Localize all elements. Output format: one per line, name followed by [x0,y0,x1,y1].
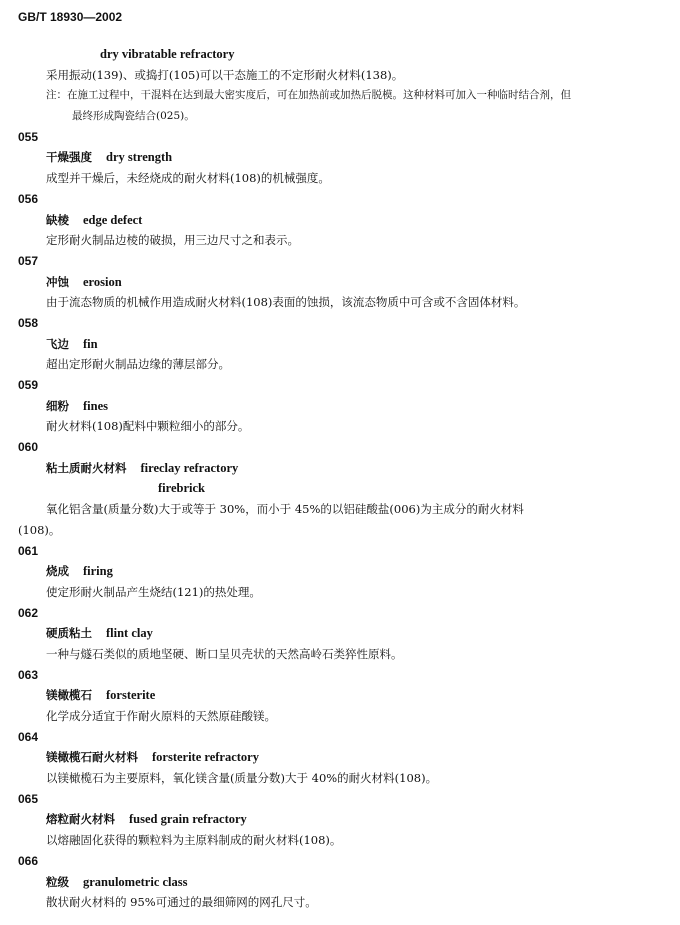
term [18,872,663,893]
term [18,747,663,768]
glossary-entries [18,44,663,913]
definition: 散状耐火材料的 95%可通过的最细筛网的网孔尺寸。 [46,895,317,910]
term-zh: 粒级 [46,874,69,889]
entry-number: 060 [18,440,39,455]
term [18,210,663,231]
term-en: forsterite [106,688,156,703]
entry-number: 062 [18,605,39,620]
term [18,685,663,706]
definition: 使定形耐火制品产生烧结(121)的热处理。 [46,584,261,599]
term-zh: 干燥强度 [46,150,92,165]
term [18,272,663,293]
term [18,147,663,168]
term-zh: 熔粒耐火材料 [46,812,115,827]
term-zh: 镁橄榄石 [46,688,92,703]
entry-number: 059 [18,378,39,392]
standard-code: GB/T 18930—2002 [18,10,123,24]
entry-number: 056 [18,191,39,206]
entry-number: 066 [18,853,39,868]
definition: 由于流态物质的机械作用造成耐火材料(108)表面的蚀损，该流态物质中可含或不含固体材料。 [46,295,526,310]
term-en: fines [83,398,108,413]
definition: 化学成分适宜于作耐火原料的天然原硅酸镁。 [46,709,276,723]
definition: 一种与燧石类似的质地坚硬、断口呈贝壳状的天然高岭石类猝性原料。 [46,646,403,661]
alt-term: dry vibratable refractory [100,47,235,61]
term [18,334,663,355]
term-zh: 粘土质耐火材料 [46,460,127,475]
term-en: erosion [83,274,122,289]
definition: 超出定形耐火制品边缘的薄层部分。 [46,357,230,372]
definition: 耐火材料(108)配料中颗粒细小的部分。 [46,419,250,434]
definition: 成型并干燥后，未经烧成的耐火材料(108)的机械强度。 [46,171,330,186]
entry-number: 061 [18,543,39,558]
term [18,396,663,417]
definition: 以镁橄榄石为主要原料，氧化镁含量(质量分数)大于 40%的耐火材料(108)。 [46,771,438,786]
definition: 氧化铝含量(质量分数)大于或等于 30%，而小于 45%的以铝硅酸盐(006)为主成分的耐火材料 [46,502,524,517]
term-zh: 冲蚀 [46,274,69,289]
term-zh: 缺棱 [46,212,69,227]
term [18,561,663,582]
term-en: granulometric class [83,874,188,889]
term-en: fin [83,336,98,351]
term-en: firing [83,564,113,579]
term [18,809,663,830]
definition: (108)。 [18,522,61,537]
definition: 采用振动(139)、或捣打(105)可以干态施工的不定形耐火材料(138)。 [46,67,404,82]
entry-number: 065 [18,791,39,806]
term-en: fireclay refractory [140,460,239,475]
definition: 定形耐火制品边棱的破损，用三边尺寸之和表示。 [46,233,299,248]
note: 最终形成陶瓷结合(025)。 [72,110,195,123]
entry-number: 064 [18,729,39,744]
alt-term: firebrick [158,481,205,496]
term-zh: 硬质粘土 [46,626,92,641]
entry-number: 055 [18,129,39,144]
term-zh: 细粉 [46,398,69,413]
note: 注：在施工过程中，干混料在达到最大密实度后，可在加热前或加热后脱模。这种材料可加入一种临时结合剂，但 [46,89,571,102]
term-zh: 镁橄榄石耐火材料 [46,750,138,765]
term [18,458,663,479]
term-en: dry strength [106,150,173,165]
entry-number: 063 [18,667,39,682]
term-en: forsterite refractory [152,750,259,765]
term-zh: 飞边 [46,336,69,351]
term-zh: 烧成 [46,564,69,579]
entry-number: 058 [18,315,39,330]
term-en: edge defect [83,212,143,227]
definition: 以熔融固化获得的颗粒料为主原料制成的耐火材料(108)。 [46,833,342,848]
term-en: flint clay [106,626,153,641]
term [18,623,663,644]
term-en: fused grain refractory [129,812,247,827]
entry-number: 057 [18,253,39,268]
